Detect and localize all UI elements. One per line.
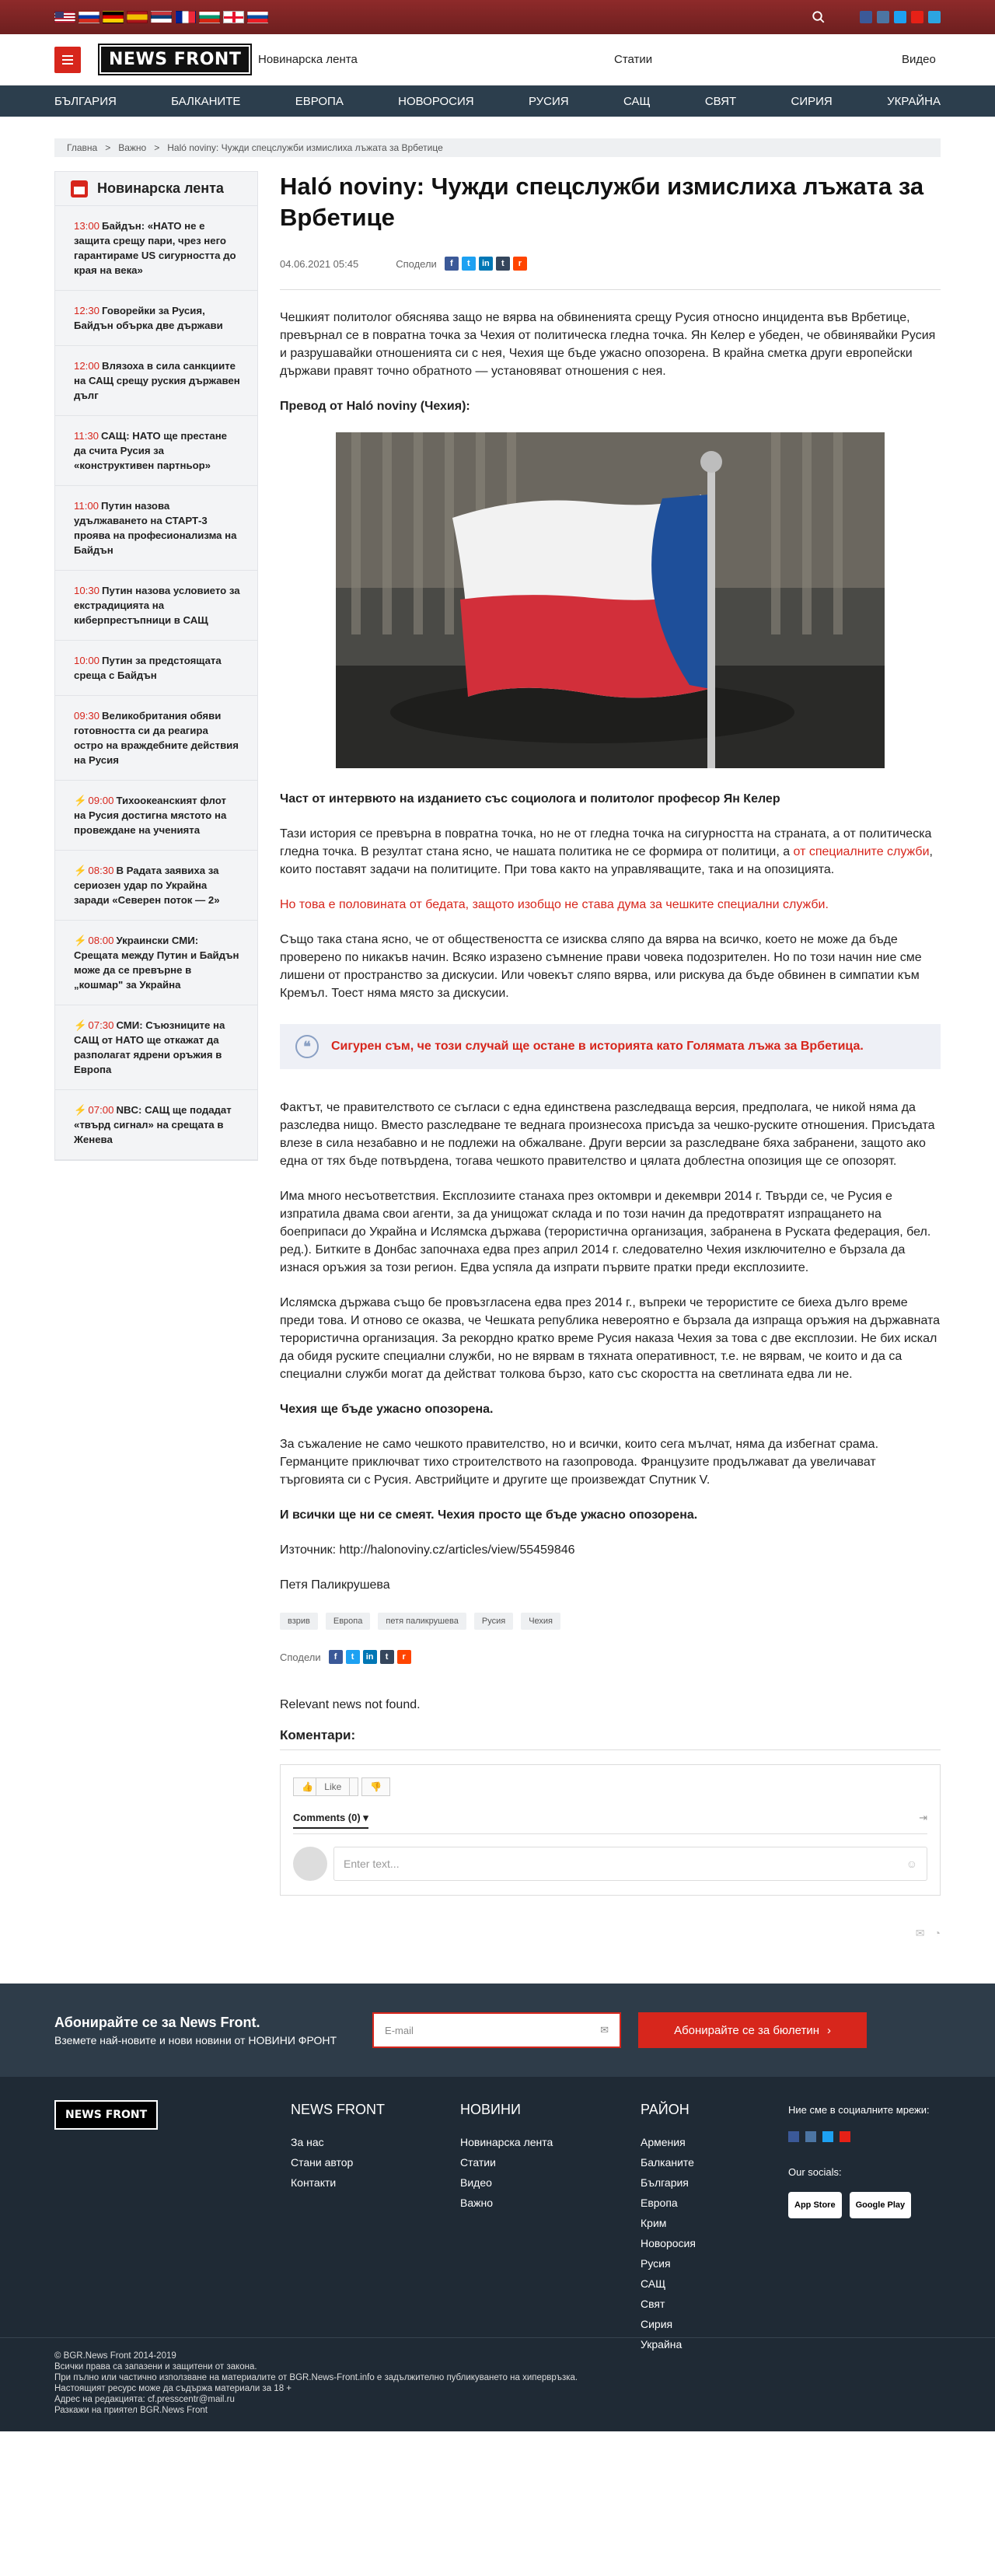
footer-link[interactable]: Крим bbox=[641, 2217, 667, 2229]
sidebar-news-item[interactable] bbox=[55, 291, 257, 346]
tag[interactable]: взрив bbox=[280, 1613, 318, 1630]
login-icon[interactable]: ⇥ bbox=[919, 1812, 927, 1823]
nav-item[interactable]: НОВОРОСИЯ bbox=[398, 94, 474, 108]
news-headline: NBC: САЩ ще подадат «твърд сигнал» на срещата в Женева bbox=[74, 1104, 232, 1145]
flag-ru-icon[interactable] bbox=[79, 11, 100, 23]
news-time: 11:00 bbox=[74, 500, 100, 512]
footer-link[interactable]: Сирия bbox=[641, 2318, 673, 2330]
footer-col-title: НОВИНИ bbox=[460, 2102, 521, 2117]
like-label: Like bbox=[316, 1777, 350, 1796]
footer-link[interactable]: Балканите bbox=[641, 2156, 694, 2169]
breadcrumb-section[interactable]: Важно bbox=[118, 142, 147, 153]
share-label: Сподели bbox=[280, 1651, 321, 1663]
site-logo[interactable] bbox=[100, 45, 250, 74]
paragraph-3: Също така стана ясно, че от обществеността се изисква сляпо да вярва на всичко, което не може да бъде проверено по никакъв начин. Всяко изразено съмнение прави човека подозрителен. Но по този начин ние сме лишени от пространство за дискусии. Или човекът сляпо вярва, или рискува да бъде обвинен в симпатии към Кремъл. Тоест няма място за дискусии. bbox=[280, 933, 922, 1000]
footer-col-social bbox=[788, 2100, 930, 2354]
flag-fr-icon[interactable] bbox=[175, 11, 196, 23]
youtube-icon[interactable] bbox=[911, 11, 923, 23]
article-photo bbox=[336, 432, 885, 768]
tumblr-icon[interactable]: t bbox=[380, 1650, 394, 1664]
comments-tab-label: Comments (0) bbox=[293, 1812, 361, 1823]
header-link-articles[interactable]: Статии bbox=[614, 53, 653, 66]
footer-link[interactable]: Стани автор bbox=[291, 2156, 354, 2169]
source-line[interactable]: Източник: http://halonoviny.cz/articles/view/55459846 bbox=[280, 1543, 575, 1557]
footer-link[interactable]: Европа bbox=[641, 2197, 678, 2209]
paragraph-6: Ислямска държава също бе провъзгласена едва през 2014 г., въпреки че терористите се биеха дълго време преди това. И отново се оказва, че Чешката република невероятно е бързала да изпраща оръжия на държавната терористична организация. За рекордно кратко време Русия наказа Чехия за това с две експлозии. Не бих искал да обидя руските специални служби, но не вярвам в тяхната оперативност, т.е. не вярвам, че които и да са специални служби могат да действат толкова бързо, като със скоростта на светлината едва ли не. bbox=[280, 1296, 941, 1381]
paragraph-1-a: Тази история се превърна в повратна точка, но не от гледна точка на сигурността на страната, а от политическа гледна точка. В резултат стана ясно, че нашата политика не се формира от политици, а bbox=[280, 827, 932, 858]
news-time: 12:30 bbox=[74, 305, 100, 316]
footer-legal-line: © BGR.News Front 2014-2019 bbox=[54, 2351, 176, 2361]
footer-link[interactable]: Армения bbox=[641, 2136, 686, 2148]
sidebar-news-item[interactable] bbox=[55, 851, 257, 921]
sidebar-title-text: Новинарска лента bbox=[97, 180, 224, 196]
sidebar-news-item[interactable] bbox=[55, 696, 257, 781]
google-play-badge[interactable]: Google Play bbox=[850, 2192, 912, 2218]
news-headline: Украински СМИ: Срещата между Путин и Байдън може да се превърне в „кошмар" за Украйна bbox=[74, 935, 239, 991]
subscribe-text bbox=[54, 2015, 337, 2046]
news-time: 09:30 bbox=[74, 710, 100, 722]
footer-link[interactable]: Статии bbox=[460, 2156, 496, 2169]
share-bar bbox=[396, 257, 527, 271]
news-headline: Влязоха в сила санкциите на САЩ срещу руския държавен дълг bbox=[74, 360, 240, 401]
nav-item[interactable]: СИРИЯ bbox=[791, 94, 833, 108]
quote-text: Сигурен съм, че този случай ще остане в историята като Голямата лъжа за Врбетица. bbox=[331, 1040, 864, 1053]
chevron-right-icon: › bbox=[826, 2023, 831, 2037]
news-headline: Великобритания обяви готовността си да реагира остро на враждебните действия на Русия bbox=[74, 710, 239, 766]
mail-icon[interactable]: ✉ bbox=[915, 1927, 925, 1939]
article-date: 04.06.2021 05:45 bbox=[280, 257, 359, 270]
tag[interactable]: Чехия bbox=[521, 1613, 560, 1630]
flag-rs-icon[interactable] bbox=[151, 11, 172, 23]
news-headline: СМИ: Съюзниците на САЩ от НАТО ще откажат да разполагат ядрени оръжия в Европа bbox=[74, 1019, 225, 1075]
lightning-icon: ⚡ bbox=[74, 1104, 87, 1116]
news-time: 07:30 bbox=[88, 1019, 114, 1031]
paragraph-1 bbox=[280, 825, 941, 879]
footer-col-items bbox=[460, 2132, 641, 2213]
top-social-icons bbox=[860, 11, 941, 23]
news-headline: Байдън: «НАТО не е защита срещу пари, чрез него гарантираме US сигурността до края на века» bbox=[74, 220, 236, 276]
menu-icon[interactable] bbox=[54, 47, 81, 73]
lightning-icon: ⚡ bbox=[74, 865, 87, 876]
footer-link[interactable]: САЩ bbox=[641, 2277, 666, 2290]
footer-link[interactable]: Важно bbox=[460, 2197, 494, 2209]
comments-widget bbox=[280, 1764, 941, 1896]
news-headline: В Радата заявиха за сериозен удар по Украйна заради «Северен поток — 2» bbox=[74, 865, 220, 906]
footer-logo-b: FRONT bbox=[105, 2109, 148, 2121]
footer-logo-a: NEWS bbox=[65, 2109, 102, 2121]
lightning-icon: ⚡ bbox=[74, 795, 87, 806]
flag-de-icon[interactable] bbox=[103, 11, 124, 23]
twitter-icon[interactable]: t bbox=[462, 257, 476, 271]
tag[interactable]: Европа bbox=[326, 1613, 371, 1630]
breadcrumb-separator: > bbox=[154, 142, 160, 153]
footer-col-title: NEWS FRONT bbox=[291, 2102, 385, 2117]
flag-us-icon[interactable] bbox=[54, 11, 75, 23]
linkedin-icon[interactable]: in bbox=[479, 257, 493, 271]
search-icon[interactable] bbox=[812, 10, 826, 24]
reddit-icon[interactable]: r bbox=[513, 257, 527, 271]
news-time: 10:00 bbox=[74, 655, 100, 666]
subheading-laugh: И всички ще ни се смеят. Чехия просто ще бъде ужасно опозорена. bbox=[280, 1508, 698, 1522]
article-lead: Чешкият политолог обяснява защо не вярва на обвиненията срещу Русия относно инцидента във Врбетице, превърнал се в повратна точка за Чехия от политическа гледна точка. Ян Келер е убеден, че обвинявайки Русия и разрушавайки отношенията си с нея, Чехия ще бъде ужасно опозорена. В крайна сметка други европейски държави правят точно обратното — установяват отношения с нея. bbox=[280, 311, 936, 378]
paragraph-2: Но това е половината от бедата, защото изобщо не става дума за чешките специални служби. bbox=[280, 898, 829, 911]
sidebar-news-item[interactable] bbox=[55, 416, 257, 486]
mail-rss-icons bbox=[280, 1927, 941, 1940]
news-headline: Тихоокеанският флот на Русия достигна мястото на провеждане на ученията bbox=[74, 795, 227, 836]
footer-col-items bbox=[291, 2132, 460, 2193]
comment-placeholder: Enter text... bbox=[344, 1858, 400, 1870]
comment-input[interactable] bbox=[333, 1847, 927, 1881]
flag-ge-icon[interactable] bbox=[223, 11, 244, 23]
sidebar-news-item[interactable] bbox=[55, 486, 257, 571]
share-bar-bottom bbox=[280, 1650, 941, 1664]
language-flags bbox=[54, 11, 268, 23]
paragraph-7: За съжаление не само чешкото правителство, но и всички, които сега мълчат, няма да избегнат срама. Германците приключват тихо строителството на газопровода. Французите продължават да увеличават търговията си с Русия. Австрийците и другите ще произвеждат Спутник V. bbox=[280, 1438, 879, 1487]
news-feed-sidebar bbox=[54, 171, 258, 1161]
news-time: 08:30 bbox=[88, 865, 114, 876]
sidebar-news-item[interactable] bbox=[55, 571, 257, 641]
comment-input-row bbox=[293, 1847, 927, 1881]
nav-item[interactable]: СВЯТ bbox=[704, 94, 737, 108]
sidebar-news-item[interactable] bbox=[55, 1005, 257, 1090]
like-buttons bbox=[293, 1777, 927, 1796]
email-placeholder: E-mail bbox=[385, 2024, 414, 2036]
sidebar-items bbox=[55, 206, 257, 1160]
facebook-icon[interactable]: f bbox=[329, 1650, 343, 1664]
footer-link[interactable]: Свят bbox=[641, 2298, 665, 2310]
nav-item[interactable]: РУСИЯ bbox=[528, 94, 569, 108]
czech-flag-image bbox=[336, 432, 885, 768]
footer-link[interactable]: За нас bbox=[291, 2136, 324, 2148]
article bbox=[280, 171, 941, 1940]
emoji-icon[interactable]: ☺ bbox=[906, 1858, 917, 1870]
news-headline: Путин за предстоящата среща с Байдън bbox=[74, 655, 222, 681]
news-headline: САЩ: НАТО ще престане да счита Русия за «конструктивен партньор» bbox=[74, 430, 228, 471]
news-headline: Говорейки за Русия, Байдън объркa две държави bbox=[74, 305, 223, 331]
news-headline: Путин назова условието за екстрадицията на киберпрестъпници в САЩ bbox=[74, 585, 240, 626]
paragraph-1-b: , които поставят задачи на политиците. При това както на управляващите, така и на опозицията. bbox=[280, 845, 933, 876]
tag[interactable]: петя паликрушева bbox=[378, 1613, 466, 1630]
sidebar-news-item[interactable] bbox=[55, 346, 257, 416]
tag[interactable]: Русия bbox=[474, 1613, 513, 1630]
article-author: Петя Паликрушева bbox=[280, 1578, 390, 1592]
nav-item[interactable]: ЕВРОПА bbox=[295, 94, 344, 108]
logo-text-a: NEWS bbox=[109, 50, 168, 69]
top-bar bbox=[0, 0, 995, 34]
footer-logo-col bbox=[54, 2100, 291, 2354]
top-bar-right bbox=[812, 10, 941, 24]
news-time: 11:30 bbox=[74, 430, 100, 442]
lightning-icon: ⚡ bbox=[74, 1019, 87, 1031]
paragraph-5: Има много несъответствия. Експлозиите станаха през октомври и декември 2014 г. Твърди се, че Русия е изпратила двама свои агенти, за да унищожат склада и по този начин да предотвратят изпращането на боеприпаси до Украйна и Ислямска държава (терористична организация, забранена в Руската федерация, бел. ред.). Битките в Донбас започнаха едва през април 2014 г. следователно Чехия изключително е бързала да изнася оръжия за този регион. Едва успяла да изпрати първите пратки преди експлозиите. bbox=[280, 1190, 931, 1274]
footer-col-items bbox=[641, 2132, 788, 2354]
sidebar-news-item[interactable] bbox=[55, 921, 257, 1005]
footer-legal-line: При пълно или частично използване на материалите от BGR.News-Front.info е задължително публикуването на хипервръзка. bbox=[54, 2373, 578, 2382]
footer-legal bbox=[0, 2337, 995, 2431]
subheading-shame: Чехия ще бъде ужасно опозорена. bbox=[280, 1403, 494, 1416]
subscribe-title: Абонирайте се за News Front. bbox=[54, 2014, 260, 2030]
header-link-feed[interactable]: Новинарска лента bbox=[258, 53, 358, 66]
twitter-icon[interactable] bbox=[822, 2131, 833, 2142]
footer-col-region bbox=[641, 2100, 788, 2354]
nav-item[interactable]: УКРАЙНА bbox=[887, 94, 941, 108]
sidebar-news-item[interactable] bbox=[55, 641, 257, 696]
sidebar-title[interactable] bbox=[55, 172, 257, 206]
twitter-icon[interactable] bbox=[894, 11, 906, 23]
sidebar-news-item[interactable] bbox=[55, 206, 257, 291]
nav-item[interactable]: САЩ bbox=[623, 94, 651, 108]
news-headline: Путин назова удължаването на СТАРТ-3 проява на професионализма на Байдън bbox=[74, 500, 237, 556]
site-footer bbox=[0, 2077, 995, 2431]
main-nav bbox=[0, 86, 995, 117]
header-link-video[interactable]: Видео bbox=[902, 53, 936, 66]
breadcrumb-separator: > bbox=[105, 142, 111, 153]
subscribe-bar bbox=[0, 1984, 995, 2077]
flag-es-icon[interactable] bbox=[127, 11, 148, 23]
flag-sk-icon[interactable] bbox=[247, 11, 268, 23]
article-meta bbox=[280, 257, 941, 290]
flag-bg-icon[interactable] bbox=[199, 11, 220, 23]
page-layout bbox=[0, 171, 995, 1940]
comments-heading: Коментари: bbox=[280, 1728, 941, 1750]
vk-icon[interactable] bbox=[805, 2131, 816, 2142]
sidebar-news-item[interactable] bbox=[55, 1090, 257, 1160]
comments-tabs bbox=[293, 1812, 927, 1834]
article-title: Haló noviny: Чужди спецслужби измислиха лъжата за Врбетице bbox=[280, 173, 924, 231]
comments-tab[interactable]: Comments (0) ▾ bbox=[293, 1812, 368, 1829]
translation-label: Превод от Haló noviny (Чехия): bbox=[280, 400, 470, 413]
footer-link[interactable]: Контакти bbox=[291, 2176, 337, 2189]
like-button[interactable]: 👍 Like bbox=[293, 1777, 358, 1796]
paragraph-4: Фактът, че правителството се съгласи с една единствена разследваща версия, предполага, че никой няма да разследва нищо. Вместо разследване те веднага произнесоха присъда за чешко-руските отношения. Присъдата влезе в сила незабавно и не подлежи на обжалване. Други версии за разследване бяха забранени, защото ако една от тях бъде потвърдена, тогава чешкото правителство и цялата доблестна опозиция ще се опозорят. bbox=[280, 1101, 935, 1168]
breadcrumb-home[interactable]: Главна bbox=[67, 142, 98, 153]
flag-cross bbox=[224, 16, 243, 19]
footer-link[interactable]: България bbox=[641, 2176, 689, 2189]
related-news: Relevant news not found. bbox=[280, 1698, 421, 1711]
footer-legal-line: Настоящият ресурс може да съдържа материали за 18 + bbox=[54, 2384, 292, 2393]
pull-quote bbox=[280, 1024, 941, 1069]
nav-item[interactable]: БАЛКАНИТЕ bbox=[171, 94, 241, 108]
youtube-icon[interactable] bbox=[840, 2131, 850, 2142]
apps-title: Our socials: bbox=[788, 2166, 842, 2178]
vk-icon[interactable] bbox=[877, 11, 889, 23]
footer-social-icons bbox=[788, 2131, 930, 2142]
envelope-icon: ✉ bbox=[600, 2024, 609, 2036]
quote-icon: ❝ bbox=[295, 1035, 319, 1058]
footer-col-title: РАЙОН bbox=[641, 2102, 690, 2117]
footer-legal-line: Разкажи на приятел BGR.News Front bbox=[54, 2406, 208, 2415]
footer-legal-line: Адрес на редакцията: cf.presscentr@mail.ru bbox=[54, 2395, 235, 2404]
subscribe-button-label: Абонирайте се за бюлетин bbox=[674, 2023, 819, 2037]
rss-icon[interactable]: ◔ bbox=[934, 1927, 941, 1939]
breadcrumb-current: Haló noviny: Чужди спецслужби измислиха лъжата за Врбетице bbox=[167, 142, 443, 153]
sidebar-news-item[interactable] bbox=[55, 781, 257, 851]
subscribe-button[interactable] bbox=[638, 2012, 867, 2048]
linkedin-icon[interactable]: in bbox=[363, 1650, 377, 1664]
telegram-icon[interactable] bbox=[928, 11, 941, 23]
footer-logo[interactable] bbox=[54, 2100, 158, 2130]
news-time: 08:00 bbox=[88, 935, 114, 946]
subscribe-subtitle: Вземете най-новите и нови новини от НОВИНИ ФРОНТ bbox=[54, 2033, 337, 2046]
facebook-icon[interactable]: f bbox=[445, 257, 459, 271]
news-time: 09:00 bbox=[88, 795, 114, 806]
facebook-icon[interactable] bbox=[788, 2131, 799, 2142]
footer-link[interactable]: Русия bbox=[641, 2257, 671, 2270]
news-time: 13:00 bbox=[74, 220, 100, 232]
flag-canton bbox=[55, 12, 64, 18]
footer-link[interactable]: Новинарска лента bbox=[460, 2136, 553, 2148]
footer-link[interactable]: Украйна bbox=[641, 2338, 683, 2351]
news-time: 12:00 bbox=[74, 360, 100, 372]
tumblr-icon[interactable]: t bbox=[496, 257, 510, 271]
lightning-icon: ⚡ bbox=[74, 935, 87, 946]
share-label: Сподели bbox=[396, 257, 437, 270]
email-field[interactable] bbox=[372, 2012, 621, 2048]
facebook-icon[interactable] bbox=[860, 11, 872, 23]
app-badges bbox=[788, 2192, 930, 2218]
footer-columns bbox=[54, 2100, 941, 2354]
news-time: 07:00 bbox=[88, 1104, 114, 1116]
calendar-icon bbox=[71, 180, 88, 197]
footer-col-news bbox=[460, 2100, 641, 2354]
footer-col-newsfront bbox=[291, 2100, 460, 2354]
dislike-button[interactable]: 👎 bbox=[361, 1777, 390, 1796]
footer-legal-line: Всички права са запазени и защитени от закона. bbox=[54, 2362, 257, 2372]
nav-item[interactable]: БЪЛГАРИЯ bbox=[54, 94, 117, 108]
news-time: 10:30 bbox=[74, 585, 100, 596]
interview-label: Част от интервюто на изданието със социолога и политолог професор Ян Келер bbox=[280, 792, 780, 806]
special-services-link[interactable]: от специалните служби bbox=[793, 845, 930, 858]
twitter-icon[interactable]: t bbox=[346, 1650, 360, 1664]
avatar bbox=[293, 1847, 327, 1881]
breadcrumb bbox=[54, 138, 941, 157]
logo-text-b: FRONT bbox=[173, 50, 242, 69]
reddit-icon[interactable]: r bbox=[397, 1650, 411, 1664]
tag-list bbox=[280, 1613, 941, 1630]
site-header bbox=[0, 34, 995, 86]
social-title: Ние сме в социалните мрежи: bbox=[788, 2104, 930, 2116]
footer-link[interactable]: Новоросия bbox=[641, 2237, 696, 2249]
footer-link[interactable]: Видео bbox=[460, 2176, 492, 2189]
app-store-badge[interactable]: App Store bbox=[788, 2192, 842, 2218]
